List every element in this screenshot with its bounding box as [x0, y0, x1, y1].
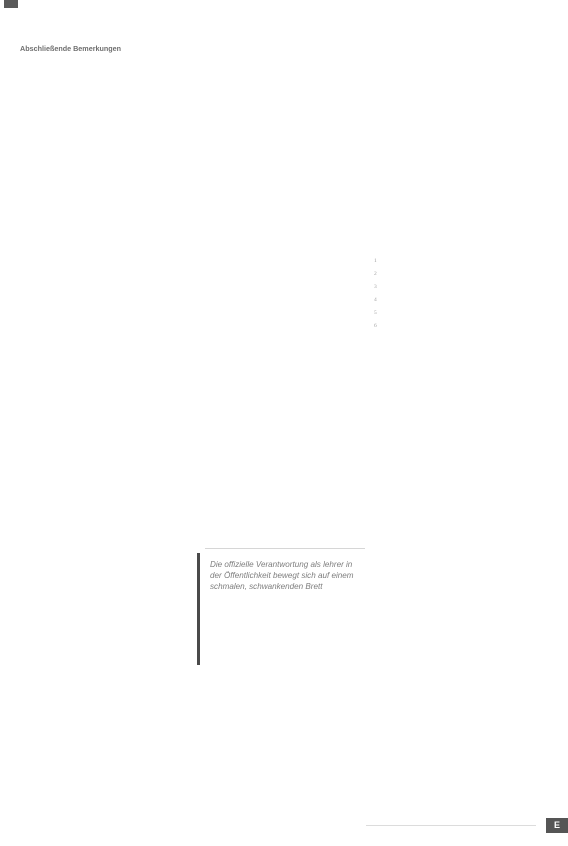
reference-item	[374, 258, 546, 265]
folio-tab: E	[546, 818, 568, 833]
reference-number: 3	[374, 284, 377, 291]
reference-number: 2	[374, 271, 377, 278]
reference-text	[384, 271, 546, 278]
reference-number: 6	[374, 323, 377, 330]
reference-item	[374, 271, 546, 278]
reference-text	[384, 323, 546, 330]
reference-text	[384, 310, 546, 317]
reference-item	[374, 310, 546, 317]
reference-number: 5	[374, 310, 377, 317]
reference-item	[374, 323, 546, 330]
reference-list	[374, 258, 546, 337]
text-column-1	[20, 38, 188, 58]
reference-text	[384, 297, 546, 304]
reference-text	[384, 284, 546, 291]
pullquote: Die offizielle Verantwortung als lehrer in der Öffentlichkeit bewegt sich auf einem schmalen, schwankenden Brett	[197, 553, 365, 665]
reference-item	[374, 284, 546, 291]
text-column-3	[374, 38, 546, 43]
reference-text	[384, 258, 546, 265]
reference-item	[374, 297, 546, 304]
text-column-2-lower	[197, 672, 365, 677]
text-column-2	[197, 38, 365, 43]
running-head	[18, 8, 556, 18]
reference-number: 1	[374, 258, 377, 264]
reference-number: 4	[374, 297, 377, 304]
section-heading: Abschließende Bemerkungen	[20, 44, 122, 53]
footer-rule	[366, 825, 536, 826]
corner-mark	[4, 0, 18, 8]
pullquote-rule	[205, 548, 365, 549]
